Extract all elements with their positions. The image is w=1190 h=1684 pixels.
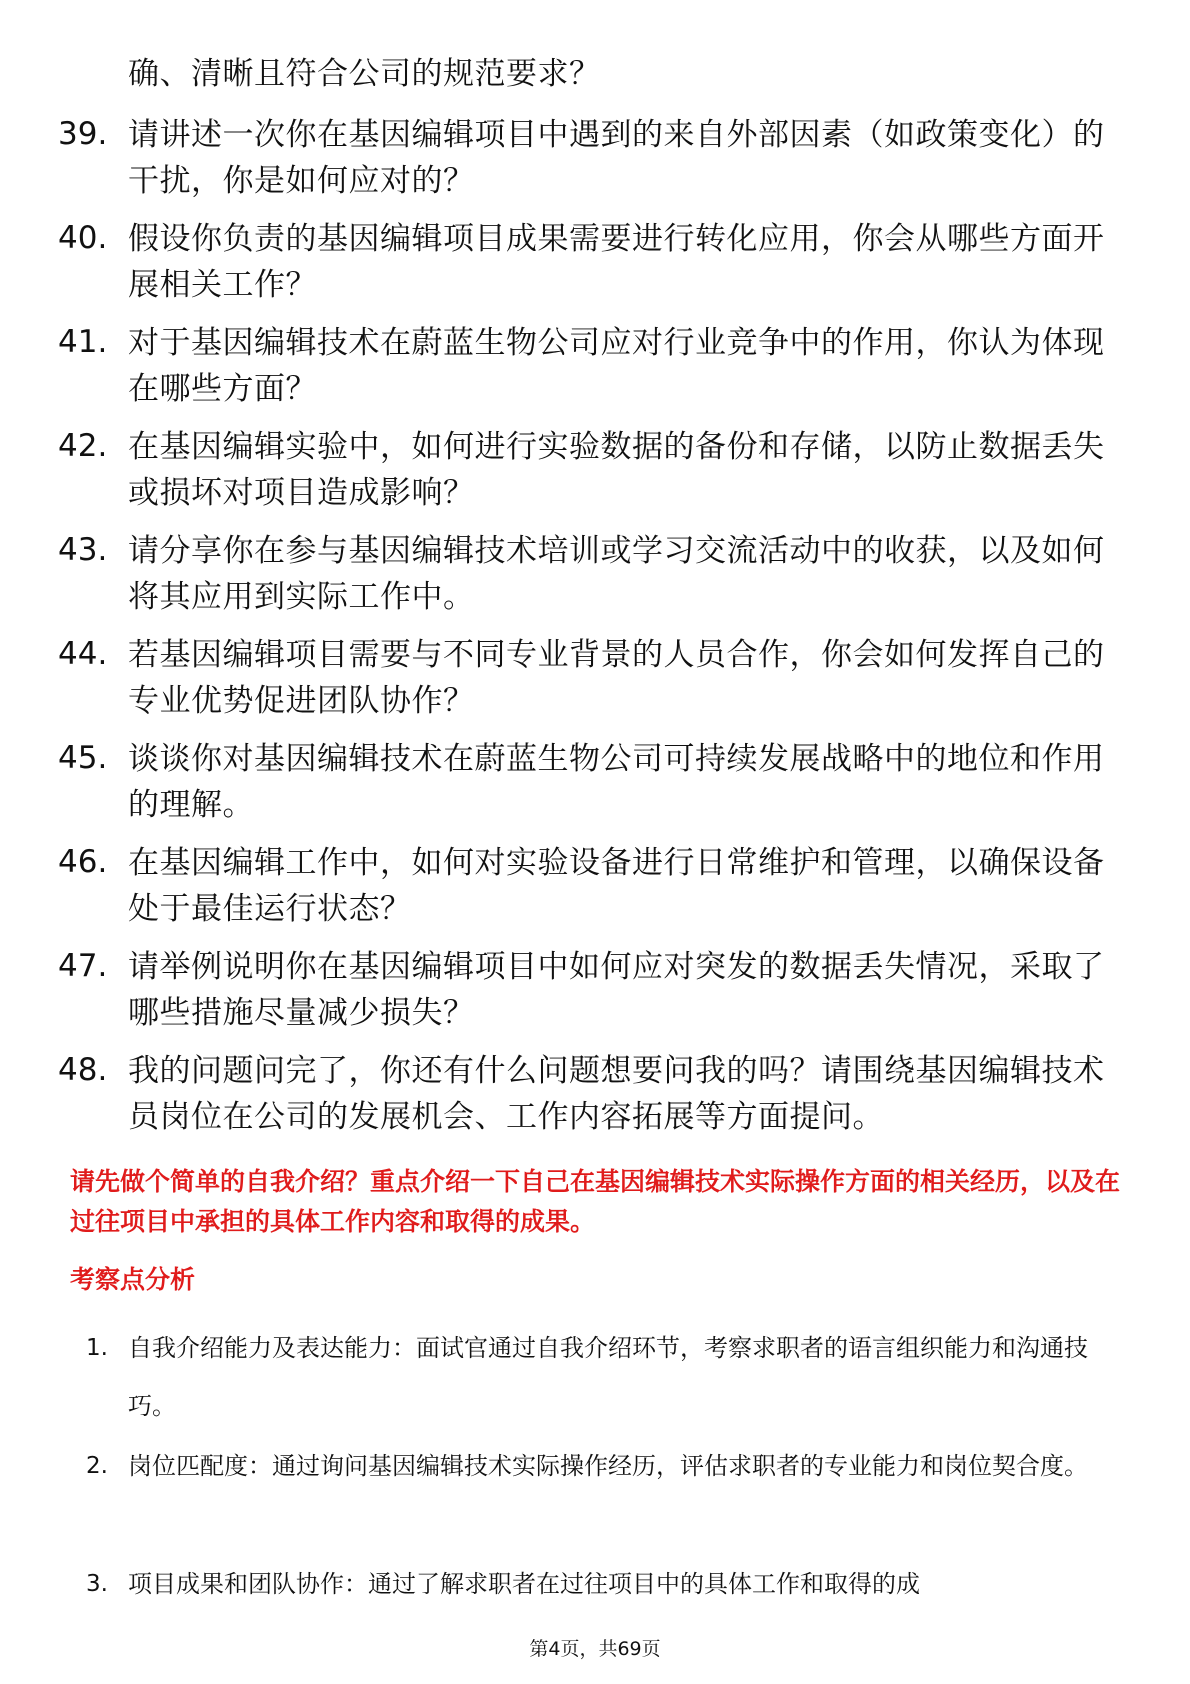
question-number: 40. xyxy=(58,220,108,256)
question-list xyxy=(0,112,1190,1152)
question-number: 48. xyxy=(58,1052,108,1088)
question-text: 请举例说明你在基因编辑项目中如何应对突发的数据丢失情况，采取了哪些措施尽量减少损失？ xyxy=(128,949,1105,1031)
question-number: 46. xyxy=(58,844,108,880)
analysis-item xyxy=(0,1448,1190,1566)
question-item xyxy=(0,736,1190,840)
analysis-number: 2. xyxy=(86,1453,108,1479)
question-number: 44. xyxy=(58,636,108,672)
question-text: 在基因编辑实验中，如何进行实验数据的备份和存储，以防止数据丢失或损坏对项目造成影响？ xyxy=(128,429,1105,511)
question-number: 39. xyxy=(58,116,108,152)
question-number: 47. xyxy=(58,948,108,984)
analysis-text: 项目成果和团队协作：通过了解求职者在过往项目中的具体工作和取得的成 xyxy=(128,1570,920,1598)
question-text: 请分享你在参与基因编辑技术培训或学习交流活动中的收获，以及如何将其应用到实际工作中。 xyxy=(128,533,1105,615)
analysis-number: 1. xyxy=(86,1335,108,1361)
question-item xyxy=(0,840,1190,944)
analysis-item xyxy=(0,1566,1190,1684)
question-item xyxy=(0,944,1190,1048)
question-text: 我的问题问完了，你还有什么问题想要问我的吗？请围绕基因编辑技术员岗位在公司的发展机会、工作内容拓展等方面提问。 xyxy=(128,1053,1105,1135)
question-number: 45. xyxy=(58,740,108,776)
highlighted-interview-question: 请先做个简单的自我介绍？重点介绍一下自己在基因编辑技术实际操作方面的相关经历，以及在过往项目中承担的具体工作内容和取得的成果。 xyxy=(70,1167,1121,1236)
continued-question-text: 确、清晰且符合公司的规范要求？ xyxy=(128,56,601,92)
section-title: 考察点分析 xyxy=(70,1265,196,1294)
question-item xyxy=(0,216,1190,320)
question-item xyxy=(0,1048,1190,1152)
analysis-item xyxy=(0,1330,1190,1448)
question-text: 请讲述一次你在基因编辑项目中遇到的来自外部因素（如政策变化）的干扰，你是如何应对的？ xyxy=(128,117,1105,199)
page-footer: 第4页，共69页 xyxy=(529,1638,661,1660)
question-item xyxy=(0,424,1190,528)
question-item xyxy=(0,528,1190,632)
question-text: 谈谈你对基因编辑技术在蔚蓝生物公司可持续发展战略中的地位和作用的理解。 xyxy=(128,741,1105,823)
question-text: 对于基因编辑技术在蔚蓝生物公司应对行业竞争中的作用，你认为体现在哪些方面？ xyxy=(128,325,1105,407)
analysis-text: 自我介绍能力及表达能力：面试官通过自我介绍环节，考察求职者的语言组织能力和沟通技巧。 xyxy=(128,1334,1088,1420)
question-number: 41. xyxy=(58,324,108,360)
question-number: 42. xyxy=(58,428,108,464)
question-text: 假设你负责的基因编辑项目成果需要进行转化应用，你会从哪些方面开展相关工作？ xyxy=(128,221,1105,303)
question-text: 若基因编辑项目需要与不同专业背景的人员合作，你会如何发挥自己的专业优势促进团队协作？ xyxy=(128,637,1105,719)
question-item xyxy=(0,632,1190,736)
question-item xyxy=(0,320,1190,424)
analysis-list xyxy=(0,1330,1190,1684)
analysis-text: 岗位匹配度：通过询问基因编辑技术实际操作经历，评估求职者的专业能力和岗位契合度。 xyxy=(128,1452,1088,1480)
question-number: 43. xyxy=(58,532,108,568)
question-text: 在基因编辑工作中，如何对实验设备进行日常维护和管理，以确保设备处于最佳运行状态？ xyxy=(128,845,1105,927)
analysis-number: 3. xyxy=(86,1571,108,1597)
question-item xyxy=(0,112,1190,216)
